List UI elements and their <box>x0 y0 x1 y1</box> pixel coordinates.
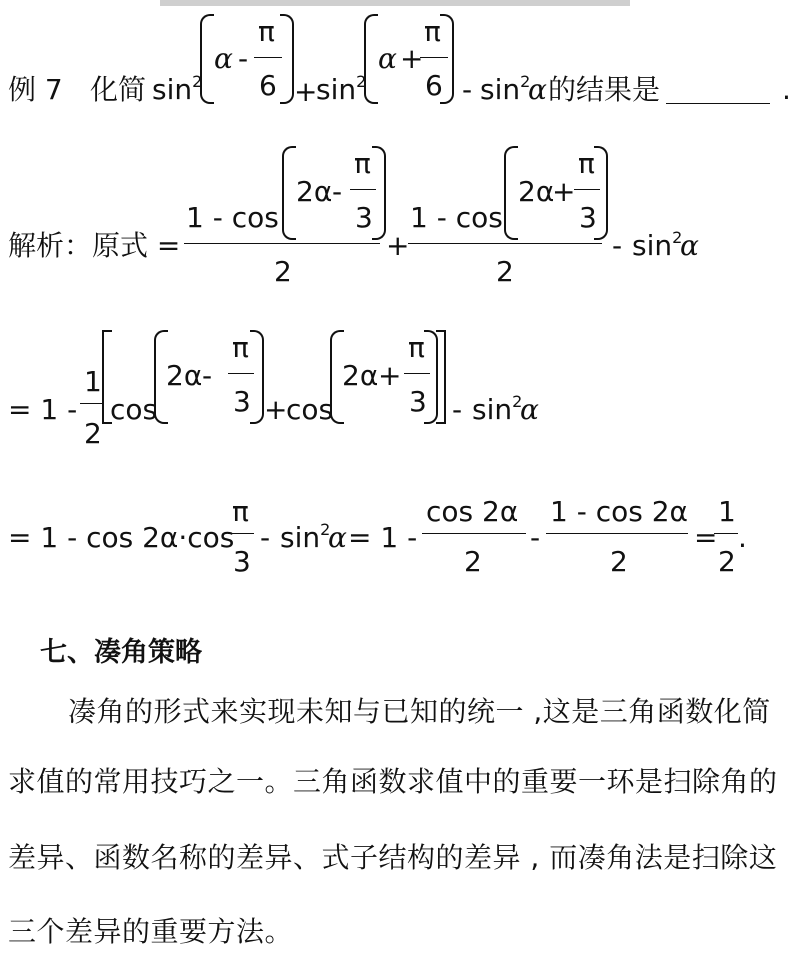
three-a: 3 <box>355 201 373 234</box>
num-g: 1 <box>718 495 736 528</box>
sin-2: $\sin^2$ <box>316 72 367 106</box>
example-tail: 的结果是 <box>548 73 661 106</box>
minus-ab: - <box>612 229 623 262</box>
pi-b: π <box>578 147 595 180</box>
alpha-2: α <box>378 42 397 75</box>
equals-line3: = <box>694 521 718 554</box>
den-g: 2 <box>718 545 736 578</box>
den-a: 2 <box>274 255 292 288</box>
two-alpha-d: 2α <box>342 359 379 392</box>
right-paren-2 <box>440 14 454 104</box>
plus-ab: + <box>386 229 410 262</box>
sin-1: $\sin^2$ <box>152 72 203 106</box>
num-f: 1 - cos 2α <box>550 495 689 528</box>
num-b-text: 1 - cos <box>410 201 503 234</box>
minus-line3b: - <box>530 521 541 554</box>
answer-blank <box>666 103 770 104</box>
six-2: 6 <box>425 69 443 102</box>
plus-line2: + <box>264 393 288 426</box>
three-c: 3 <box>233 385 251 418</box>
half-num: 1 <box>84 365 102 398</box>
period-line3: . <box>738 521 747 554</box>
frac-bar-1 <box>254 57 282 58</box>
den-e: 2 <box>464 545 482 578</box>
minus-a: - <box>332 175 343 208</box>
frac-bar-e <box>422 533 526 534</box>
section-title: 七、凑角策略 <box>40 637 202 668</box>
plus-b: + <box>552 175 576 208</box>
bracket-right <box>436 330 446 424</box>
line2-prefix: = 1 - <box>8 393 78 426</box>
eq-line3: = 1 - <box>348 521 418 554</box>
two-alpha-b: 2α <box>518 175 555 208</box>
minus-c: - <box>202 359 213 392</box>
num-a-text: 1 - cos <box>186 201 279 234</box>
sin-sq-line3: $\sin^2$ <box>280 520 331 554</box>
left-paren-1 <box>200 14 214 104</box>
pi-a: π <box>354 147 371 180</box>
solution-label: 解析：原式 = <box>8 229 181 262</box>
example-prompt: 化简 <box>90 73 147 106</box>
sin-sq-line1: $\sin^2$ <box>632 228 683 262</box>
sin-sq-line2: $\sin^2$ <box>472 392 523 426</box>
frac-bar-a <box>184 243 380 244</box>
frac-bar-g <box>714 533 738 534</box>
two-alpha-c: 2α <box>166 359 203 392</box>
alpha-line3: α <box>328 521 347 554</box>
paren-b-left <box>504 146 518 240</box>
paragraph-line-3: 差异、函数名称的差异、式子结构的差异 , 而凑角法是扫除这 <box>8 841 778 874</box>
den-f: 2 <box>610 545 628 578</box>
alpha-1: α <box>214 42 233 75</box>
minus-line2: - <box>452 393 463 426</box>
minus-1: - <box>238 42 249 75</box>
pi3-bar-e <box>228 533 254 534</box>
cos-1: cos <box>110 393 158 426</box>
alpha-line1: α <box>680 229 699 262</box>
alpha-3: α <box>528 73 547 106</box>
frac-bar-f <box>546 533 688 534</box>
paren-c-right <box>250 330 264 424</box>
frac-bar-b <box>408 243 602 244</box>
paren-b-right <box>594 146 608 240</box>
right-paren-1 <box>280 14 294 104</box>
half-bar <box>80 403 102 404</box>
plus-2: + <box>400 42 424 75</box>
left-paren-2 <box>364 14 378 104</box>
two-alpha-a: 2α <box>296 175 333 208</box>
paren-a-right <box>372 146 386 240</box>
example-period: . <box>782 73 791 106</box>
minus-line3: - <box>260 521 271 554</box>
cos-2: cos <box>286 393 334 426</box>
paren-a-left <box>282 146 296 240</box>
three-b: 3 <box>579 201 597 234</box>
pi-d: π <box>408 331 425 364</box>
six-1: 6 <box>259 69 277 102</box>
plus-1: + <box>294 75 318 108</box>
pi-c: π <box>232 331 249 364</box>
minus-2: - <box>462 73 473 106</box>
paragraph-line-4: 三个差异的重要方法。 <box>8 915 294 948</box>
half-den: 2 <box>84 417 102 450</box>
pi-1: π <box>258 15 275 48</box>
example-label: 例 7 <box>8 73 63 106</box>
paragraph-line-2: 求值的常用技巧之一。三角函数求值中的重要一环是扫除角的 <box>8 765 778 798</box>
three-d: 3 <box>409 385 427 418</box>
pi-e: π <box>232 495 249 528</box>
den-b: 2 <box>496 255 514 288</box>
pi-2: π <box>424 15 441 48</box>
num-e: cos 2α <box>426 495 519 528</box>
sin-3: $\sin^2$ <box>480 72 531 106</box>
alpha-line2: α <box>520 393 539 426</box>
plus-d: + <box>378 359 402 392</box>
paragraph-line-1: 凑角的形式来实现未知与已知的统一 ,这是三角函数化简 <box>68 695 771 728</box>
line3-prefix: = 1 - cos 2α·cos <box>8 521 235 554</box>
three-e: 3 <box>233 545 251 578</box>
cropped-top-line <box>160 0 630 6</box>
